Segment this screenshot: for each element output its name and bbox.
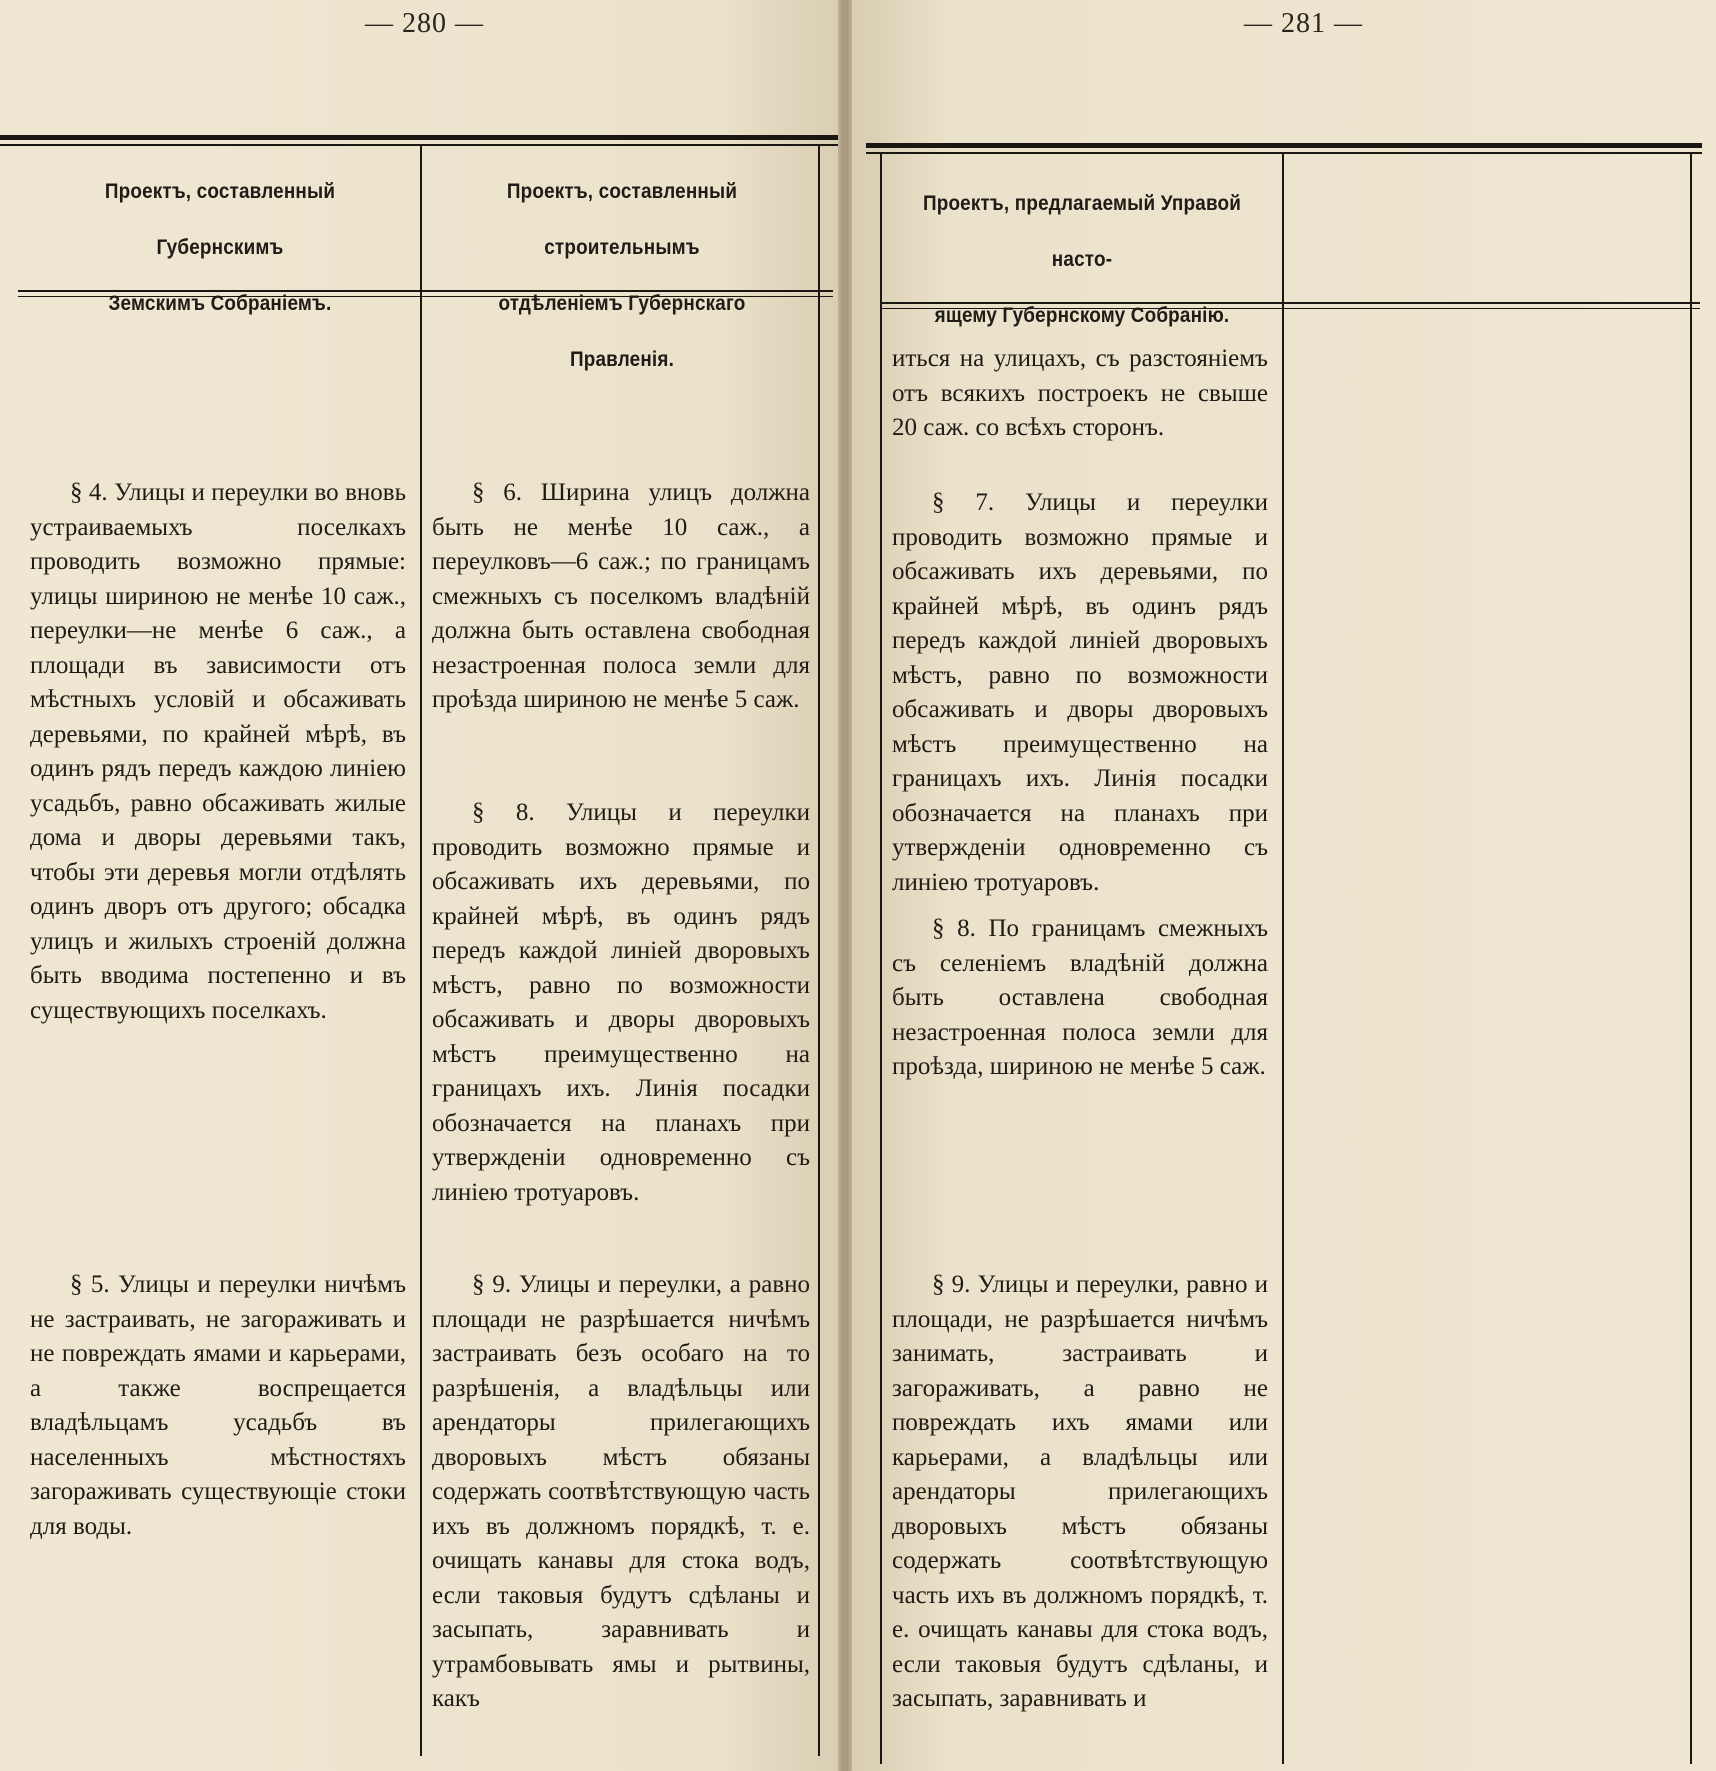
paragraph-6: § 6. Ширина улицъ должна быть не менѣе 10 саж., а переулковъ—6 саж.; по границамъ смежныхъ съ поселкомъ владѣній должна быть оставлена свободная незастроенная полоса земли для проѣзда шириною не менѣе 5 саж. [432, 479, 810, 713]
column-3-body-mid2 [892, 912, 1268, 1085]
paragraph-5: § 5. Улицы и переулки ничѣмъ не застраивать, не загораживать и не повреждать ямами и карьерами, а также воспрещается владѣльцамъ усадьбъ въ населенныхъ мѣстностяхъ загораживать существующіе стоки для воды. [30, 1271, 406, 1540]
paragraph-continued: иться на улицахъ, съ разстояніемъ отъ всякихъ построекъ не свыше 20 саж. со всѣхъ сторонъ. [892, 345, 1268, 441]
paragraph-9b: § 9. Улицы и переулки, равно и площади, не разрѣшается ничѣмъ занимать, застраивать и загораживать, а равно не повреждать ихъ ямами или карьерами, а владѣльцы или арендаторы прилегающихъ дворовыхъ мѣстъ обязаны содержать соотвѣтствующую часть ихъ въ должномъ порядкѣ, т. е. очищать канавы для стока водъ, если таковыя будутъ сдѣланы, и засыпать, заравнивать и [892, 1271, 1268, 1712]
column-2-body-mid [432, 796, 810, 1210]
paragraph-8b: § 8. По границамъ смежныхъ съ селеніемъ владѣній должна быть оставлена свободная незастроенная полоса земли для проѣзда, шириною не менѣе 5 саж. [892, 915, 1268, 1080]
column-3-body-lower [892, 1268, 1268, 1717]
header-col3-line2: ящему Губернскому Собранію. [934, 304, 1230, 327]
top-rule-left-thick [0, 135, 838, 140]
column-1-body [30, 476, 406, 1028]
paragraph-8: § 8. Улицы и переулки проводить возможно прямые и обсаживать ихъ деревьями, по крайней мѣрѣ, въ одинъ рядъ передъ каждой линіей дворовыхъ мѣстъ, равно по возможности обсаживать и дворы дворовыхъ мѣстъ преимущественно на границахъ ихъ. Линія посадки обозначается на планахъ при утвержденіи одновременно съ линіею тротуаровъ. [432, 799, 810, 1206]
column-1-body-lower [30, 1268, 406, 1544]
column-divider-left-edge [818, 146, 820, 1756]
header-col1-line2: Земскимъ Собраніемъ. [108, 292, 332, 315]
paragraph-9: § 9. Улицы и переулки, а равно площади не разрѣшается ничѣмъ застраивать безъ особаго на то разрѣшенія, а владѣльцы или арендаторы прилегающихъ дворовыхъ мѣстъ обязаны содержать соотвѣтствующую часть ихъ въ должномъ порядкѣ, т. е. очищать канавы для стока водъ, если таковыя будутъ сдѣланы и засыпать, заравнивать и утрамбовывать ямы и рытвины, какъ [432, 1271, 810, 1712]
column-2-body [432, 476, 810, 718]
header-col2-line1: Проектъ, составленный строительнымъ [506, 180, 738, 259]
page-number-left: — 280 — [365, 8, 484, 39]
paragraph-7: § 7. Улицы и переулки проводить возможно прямые и обсаживать ихъ деревьями, по крайней мѣрѣ, въ одинъ рядъ передъ каждой линіей дворовыхъ мѣстъ, равно по возможности обсаживать и дворы дворовыхъ мѣстъ преимущественно на границахъ ихъ. Линія посадки обозначается на планахъ при утвержденіи одновременно съ линіею тротуаровъ. [892, 489, 1268, 896]
header-col2 [444, 164, 800, 388]
top-rule-right-thick [866, 143, 1702, 148]
page-number-right: — 281 — [1244, 8, 1363, 39]
header-col1 [44, 164, 397, 332]
top-rule-left-thin [0, 144, 838, 146]
column-3-body [892, 342, 1268, 446]
header-col3 [904, 176, 1260, 344]
header-col1-line1: Проектъ, составленный Губернскимъ [104, 180, 336, 259]
column-2-body-lower [432, 1268, 810, 1717]
header-col3-line1: Проектъ, предлагаемый Управой насто- [922, 192, 1242, 271]
column-divider-3 [1282, 154, 1284, 1764]
column-divider-1 [420, 146, 422, 1756]
column-3-body-mid [892, 486, 1268, 900]
header-col2-line2: отдѣленіемъ Губернскаго Правленія. [498, 292, 746, 371]
top-rule-right-thin [866, 152, 1702, 154]
column-divider-far-right [1690, 154, 1692, 1764]
paragraph-4: § 4. Улицы и переулки во вновь устраиваемыхъ поселкахъ проводить возможно прямые: улицы шириною не менѣе 10 саж., переулки—не менѣе 6 саж., а площади въ зависимости отъ мѣстныхъ условій и обсаживать деревьями, по крайней мѣрѣ, въ одинъ рядъ передъ каждою линіею усадьбъ, равно обсаживать жилые дома и дворы деревьями такъ, чтобы эти деревья могли отдѣлять одинъ дворъ отъ другого; обсадка улицъ и жилыхъ строеній должна быть вводима постепенно и въ существующихъ поселкахъ. [30, 479, 406, 1024]
column-divider-right-edge [880, 154, 882, 1764]
book-spine [838, 0, 852, 1771]
